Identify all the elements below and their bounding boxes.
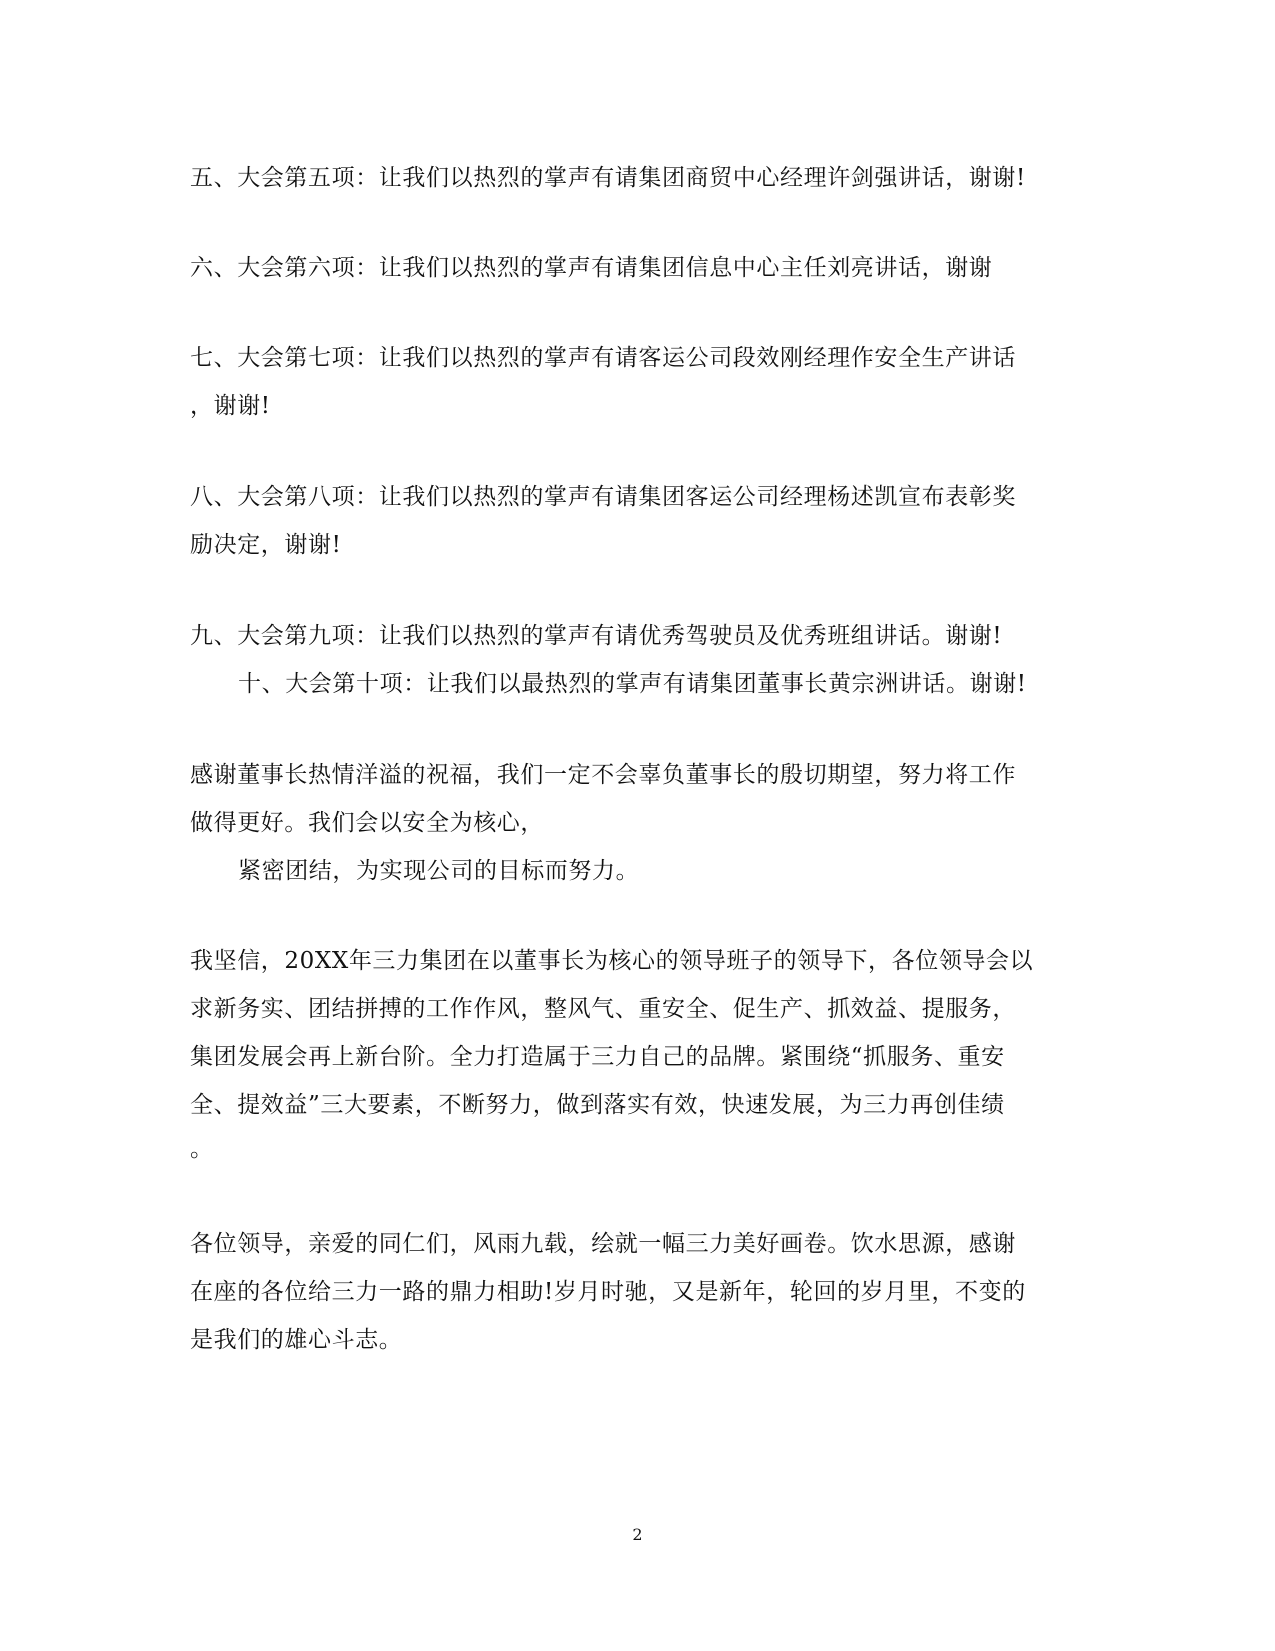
thanks-paragraph-line: 做得更好。我们会以安全为核心， <box>190 810 544 836</box>
item-9-line: 九、大会第九项：让我们以热烈的掌声有请优秀驾驶员及优秀班组讲话。谢谢! <box>190 623 1003 649</box>
thanks-paragraph-line: 紧密团结，为实现公司的目标而努力。 <box>238 858 640 884</box>
page-number: 2 <box>632 1525 643 1544</box>
item-8-line-continued: 励决定，谢谢! <box>190 532 342 558</box>
belief-paragraph-line: 全、提效益”三大要素，不断努力，做到落实有效，快速发展，为三力再创佳绩 <box>190 1092 1005 1118</box>
belief-paragraph-line: 我坚信，20XX年三力集团在以董事长为核心的领导班子的领导下，各位领导会以 <box>190 948 1034 974</box>
belief-paragraph-line: 。 <box>190 1136 214 1162</box>
item-7-line: 七、大会第七项：让我们以热烈的掌声有请客运公司段效刚经理作安全生产讲话 <box>190 345 1016 371</box>
belief-paragraph-line: 求新务实、团结拼搏的工作作风，整风气、重安全、促生产、抓效益、提服务， <box>190 996 1016 1022</box>
closing-paragraph-line: 是我们的雄心斗志。 <box>190 1327 403 1353</box>
belief-paragraph-line: 集团发展会再上新台阶。全力打造属于三力自己的品牌。紧围绕“抓服务、重安 <box>190 1044 1005 1070</box>
item-6-line: 六、大会第六项：让我们以热烈的掌声有请集团信息中心主任刘亮讲话，谢谢 <box>190 255 993 281</box>
item-10-line: 十、大会第十项：让我们以最热烈的掌声有请集团董事长黄宗洲讲话。谢谢! <box>238 671 1027 697</box>
item-7-line-continued: ，谢谢! <box>190 393 271 419</box>
closing-paragraph-line: 各位领导，亲爱的同仁们，风雨九载，绘就一幅三力美好画卷。饮水思源，感谢 <box>190 1231 1016 1257</box>
item-8-line: 八、大会第八项：让我们以热烈的掌声有请集团客运公司经理杨述凯宣布表彰奖 <box>190 484 1016 510</box>
thanks-paragraph-line: 感谢董事长热情洋溢的祝福，我们一定不会辜负董事长的殷切期望，努力将工作 <box>190 762 1016 788</box>
item-5-line: 五、大会第五项：让我们以热烈的掌声有请集团商贸中心经理许剑强讲话，谢谢! <box>190 165 1026 191</box>
closing-paragraph-line: 在座的各位给三力一路的鼎力相助!岁月时驰，又是新年，轮回的岁月里，不变的 <box>190 1279 1026 1305</box>
